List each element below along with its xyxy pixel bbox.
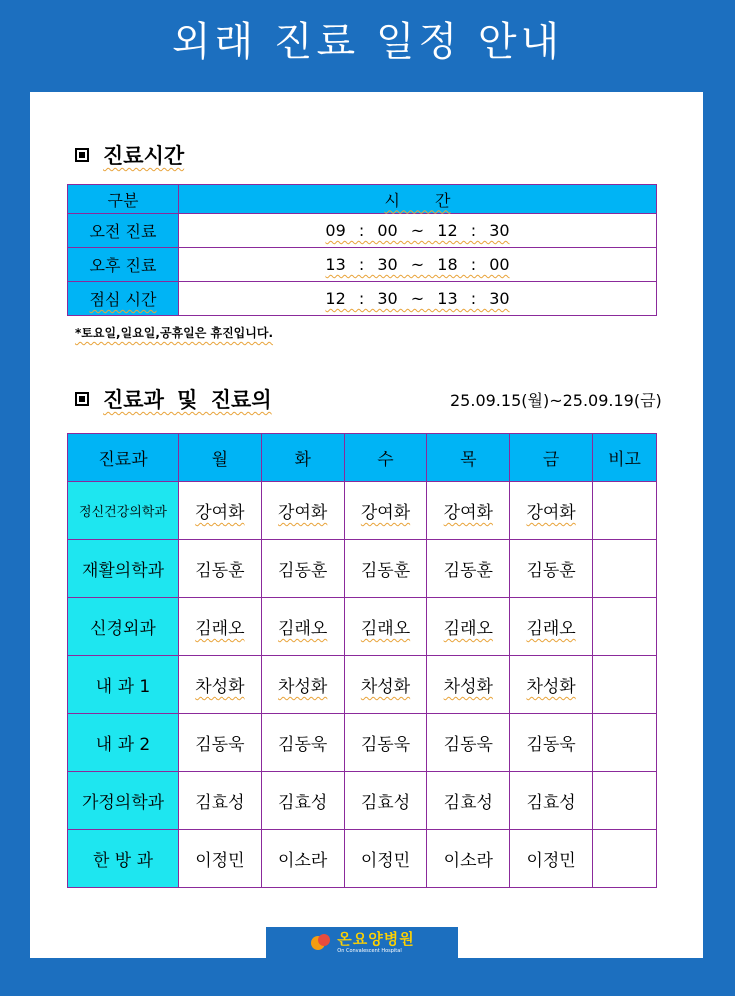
- notice-sheet: [30, 92, 703, 958]
- dept-cell: 신경외과: [68, 598, 179, 656]
- square-bullet-icon: [75, 392, 89, 406]
- doctor-cell: 김효성: [427, 772, 510, 830]
- dept-cell: 재활의학과: [68, 540, 179, 598]
- hospital-logo: [266, 927, 458, 958]
- doctor-cell: 강여화: [261, 482, 344, 540]
- doctor-cell: 차성화: [344, 656, 427, 714]
- hours-row: [68, 248, 657, 282]
- hours-header-time: 시 간: [179, 185, 657, 214]
- doctor-cell: 김동욱: [261, 714, 344, 772]
- hours-row: [68, 282, 657, 316]
- header-mon: 월: [179, 434, 262, 482]
- doctor-cell: 김동욱: [344, 714, 427, 772]
- schedule-section-title: 진료과 및 진료의: [103, 388, 272, 412]
- logo-name: 온요양병원: [337, 929, 415, 948]
- square-bullet-icon: [75, 148, 89, 162]
- doctor-cell: 김효성: [510, 772, 593, 830]
- doctor-cell: 이정민: [344, 830, 427, 888]
- schedule-row: [68, 830, 657, 888]
- doctor-cell: 김동욱: [510, 714, 593, 772]
- note-cell: [593, 540, 657, 598]
- note-cell: [593, 656, 657, 714]
- doctor-cell: 강여화: [510, 482, 593, 540]
- logo-mark-icon: [309, 932, 333, 954]
- header-note: 비고: [593, 434, 657, 482]
- schedule-section-heading: [75, 384, 272, 414]
- dept-cell: 한 방 과: [68, 830, 179, 888]
- doctor-cell: 차성화: [427, 656, 510, 714]
- doctor-cell: 차성화: [510, 656, 593, 714]
- hours-table-header: [68, 185, 657, 214]
- dept-cell: 내 과 1: [68, 656, 179, 714]
- doctor-cell: 김래오: [261, 598, 344, 656]
- note-cell: [593, 598, 657, 656]
- hours-table: [67, 184, 657, 316]
- note-cell: [593, 482, 657, 540]
- dept-cell: 내 과 2: [68, 714, 179, 772]
- note-cell: [593, 830, 657, 888]
- schedule-period: 25.09.15(월)~25.09.19(금): [450, 391, 662, 410]
- doctor-cell: 이소라: [261, 830, 344, 888]
- doctor-cell: 김동욱: [427, 714, 510, 772]
- doctor-cell: 강여화: [427, 482, 510, 540]
- doctor-cell: 김동욱: [179, 714, 262, 772]
- header-tue: 화: [261, 434, 344, 482]
- hours-row-label: 오후 진료: [68, 248, 179, 282]
- header-wed: 수: [344, 434, 427, 482]
- schedule-row: [68, 714, 657, 772]
- schedule-row: [68, 598, 657, 656]
- note-cell: [593, 772, 657, 830]
- doctor-cell: 김효성: [344, 772, 427, 830]
- logo-subtitle: On Convalescent Hospital: [337, 947, 402, 954]
- hours-section-heading: [75, 140, 184, 170]
- doctor-cell: 김동훈: [427, 540, 510, 598]
- schedule-table: [67, 433, 657, 888]
- doctor-cell: 김래오: [179, 598, 262, 656]
- doctor-cell: 김동훈: [261, 540, 344, 598]
- doctor-cell: 김래오: [344, 598, 427, 656]
- doctor-cell: 강여화: [179, 482, 262, 540]
- header-dept: 진료과: [68, 434, 179, 482]
- doctor-cell: 김래오: [427, 598, 510, 656]
- header-thu: 목: [427, 434, 510, 482]
- hours-row: [68, 214, 657, 248]
- hours-section-title: 진료시간: [103, 144, 185, 168]
- schedule-row: [68, 772, 657, 830]
- hours-row-label: 점심 시간: [68, 282, 179, 316]
- dept-cell: 가정의학과: [68, 772, 179, 830]
- schedule-row: [68, 656, 657, 714]
- header-fri: 금: [510, 434, 593, 482]
- doctor-cell: 김효성: [179, 772, 262, 830]
- closed-days-note: *토요일,일요일,공휴일은 휴진입니다.: [75, 326, 274, 340]
- hours-row-time: 12 : 30 ~ 13 : 30: [179, 282, 657, 316]
- doctor-cell: 이정민: [179, 830, 262, 888]
- hours-row-label: 오전 진료: [68, 214, 179, 248]
- doctor-cell: 김동훈: [179, 540, 262, 598]
- schedule-row: [68, 482, 657, 540]
- doctor-cell: 이소라: [427, 830, 510, 888]
- doctor-cell: 이정민: [510, 830, 593, 888]
- doctor-cell: 김효성: [261, 772, 344, 830]
- hours-row-time: 09 : 00 ~ 12 : 30: [179, 214, 657, 248]
- dept-cell: 정신건강의학과: [68, 482, 179, 540]
- doctor-cell: 차성화: [261, 656, 344, 714]
- doctor-cell: 김래오: [510, 598, 593, 656]
- doctor-cell: 김동훈: [344, 540, 427, 598]
- doctor-cell: 강여화: [344, 482, 427, 540]
- note-cell: [593, 714, 657, 772]
- hours-row-time: 13 : 30 ~ 18 : 00: [179, 248, 657, 282]
- schedule-table-header: [68, 434, 657, 482]
- doctor-cell: 차성화: [179, 656, 262, 714]
- schedule-row: [68, 540, 657, 598]
- doctor-cell: 김동훈: [510, 540, 593, 598]
- hours-header-category: 구분: [68, 185, 179, 214]
- page-title: 외래 진료 일정 안내: [171, 19, 564, 65]
